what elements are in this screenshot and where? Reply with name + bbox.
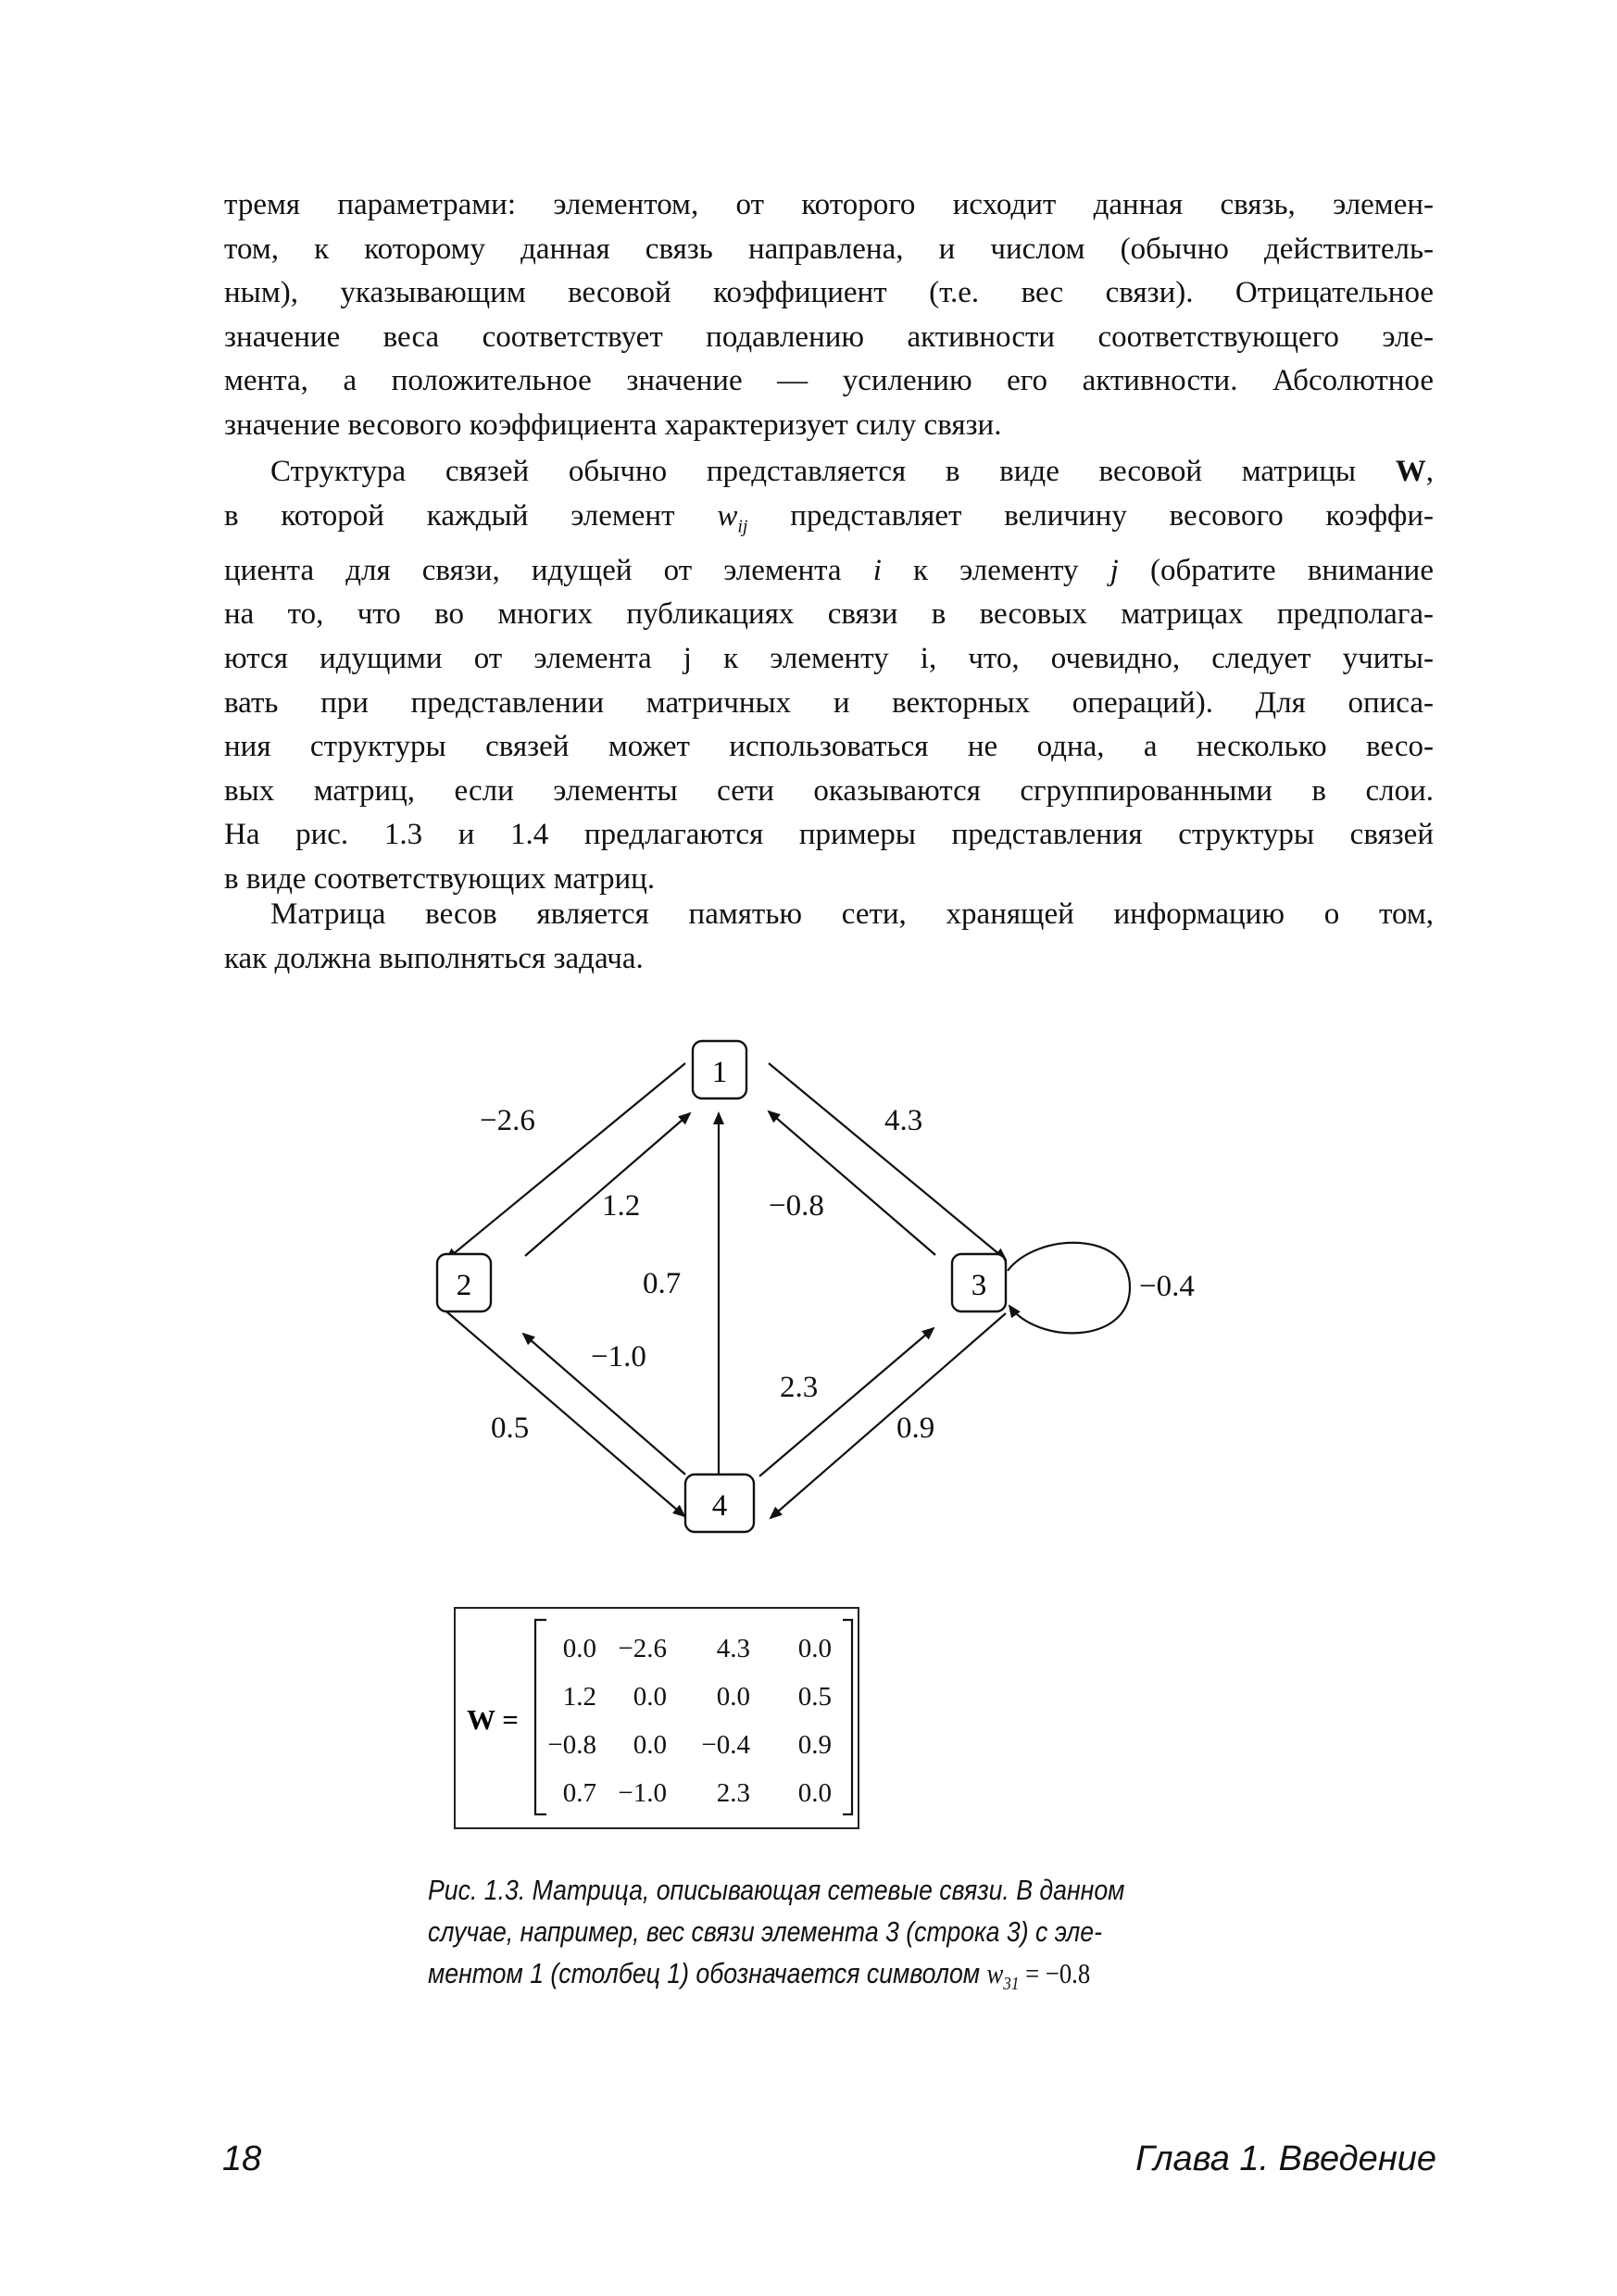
edge-1-2 (446, 1063, 685, 1260)
matrix-cell: −1.0 (618, 1778, 667, 1808)
weight-label: −1.0 (591, 1340, 646, 1374)
matrix-cell: 0.0 (633, 1682, 667, 1712)
text-line: в виде соответствующих матриц. (224, 861, 656, 896)
matrix-label: W = (467, 1703, 519, 1736)
caption-line: Рис. 1.3. Матрица, описывающая сетевые связи. В данном (428, 1874, 1125, 1906)
matrix-cell: 0.7 (562, 1778, 596, 1808)
edge-3-3 (1008, 1243, 1130, 1334)
matrix-right-bracket (843, 1620, 852, 1814)
weight-label: 0.5 (491, 1411, 530, 1445)
matrix-cell: 1.2 (562, 1682, 596, 1712)
matrix-cell: 0.9 (797, 1730, 832, 1760)
text-line: мента, а положительное значение — усилению его активности. Абсолютное (224, 364, 1434, 398)
text-line: значение весового коэффициента характеризует силу связи. (224, 408, 1002, 442)
matrix-left-bracket (535, 1620, 546, 1814)
weight-matrix-box (454, 1607, 859, 1829)
caption-line: ментом 1 (столбец 1) обозначается символом $w_{31} = -0.8$ (428, 1957, 1091, 1995)
weight-label: 0.7 (643, 1267, 682, 1300)
matrix-cell: 0.0 (633, 1730, 667, 1760)
edge-1-3 (769, 1063, 1006, 1260)
node-label: 3 (971, 1269, 987, 1302)
text-line: значение веса соответствует подавлению активности соответствующего эле- (224, 320, 1434, 354)
weight-label: 1.2 (602, 1189, 641, 1223)
text-line: Матрица весов является памятью сети, хранящей информацию о том, (270, 897, 1434, 931)
weight-label: 4.3 (884, 1104, 923, 1137)
weight-label: −2.6 (480, 1104, 535, 1137)
node-4 (685, 1474, 754, 1532)
matrix-cell: 0.5 (797, 1682, 832, 1712)
edge-3-4 (771, 1313, 1006, 1518)
text-line: На рис. 1.3 и 1.4 предлагаются примеры представления структуры связей (224, 818, 1434, 852)
matrix-cell: −0.8 (547, 1730, 596, 1760)
node-3 (952, 1254, 1006, 1311)
node-2 (437, 1254, 491, 1311)
text-line: ным), указывающим весовой коэффициент (т.е. вес связи). Отрицательное (224, 276, 1434, 310)
text-line: вать при представлении матричных и векторных операций). Для описа- (224, 685, 1434, 720)
text-line: том, к которому данная связь направлена, и числом (обычно действитель- (224, 232, 1434, 266)
matrix-cell: 0.0 (797, 1634, 832, 1663)
node-label: 2 (456, 1269, 472, 1302)
paragraph-1 (224, 183, 1434, 448)
weight-label: 0.9 (896, 1411, 935, 1445)
matrix-cell: 0.0 (562, 1634, 596, 1663)
network-graph (398, 1028, 1232, 1547)
weight-label: 2.3 (780, 1371, 819, 1404)
text-line: на то, что во многих публикациях связи в весовых матрицах предполага- (224, 597, 1434, 632)
matrix-cell: −0.4 (701, 1730, 750, 1760)
matrix-cell: −2.6 (618, 1634, 667, 1663)
running-footer-chapter: Глава 1. Введение (1135, 2139, 1436, 2178)
caption-line: случае, например, вес связи элемента 3 (строка 3) с эле- (428, 1915, 1103, 1948)
page-number: 18 (222, 2139, 262, 2178)
text-line: Структура связей обычно представляется в виде весовой матрицы W, (270, 455, 1434, 488)
text-line: вых матриц, если элементы сети оказываются сгруппированными в слои. (224, 773, 1434, 808)
weight-label: −0.4 (1139, 1270, 1195, 1303)
edge-2-1 (525, 1113, 690, 1256)
text-line: как должна выполняться задача. (224, 941, 644, 975)
node-label: 1 (711, 1056, 728, 1089)
figure-caption (428, 1869, 1125, 2005)
matrix-cell: 4.3 (716, 1634, 750, 1663)
matrix-cell: 0.0 (716, 1682, 750, 1712)
node-1 (693, 1041, 746, 1098)
weight-label: −0.8 (769, 1189, 824, 1223)
edge-2-4 (446, 1311, 684, 1516)
node-label: 4 (711, 1489, 728, 1523)
text-line: в которой каждый элемент $w_{ij}$ представляет величину весового коэффи- (224, 498, 1434, 537)
text-line: циента для связи, идущей от элемента i к элементу j (обратите внимание (224, 553, 1434, 587)
matrix-cell: 2.3 (716, 1778, 750, 1808)
matrix-cell: 0.0 (797, 1778, 832, 1808)
paragraph-3 (224, 893, 1434, 981)
text-line: ния структуры связей может использоваться не одна, а несколько весо- (224, 730, 1434, 764)
text-line: тремя параметрами: элементом, от которого исходит данная связь, элемен- (224, 188, 1434, 221)
text-line: ются идущими от элемента j к элементу i, что, очевидно, следует учиты- (224, 641, 1434, 675)
paragraph-2 (224, 450, 1434, 902)
